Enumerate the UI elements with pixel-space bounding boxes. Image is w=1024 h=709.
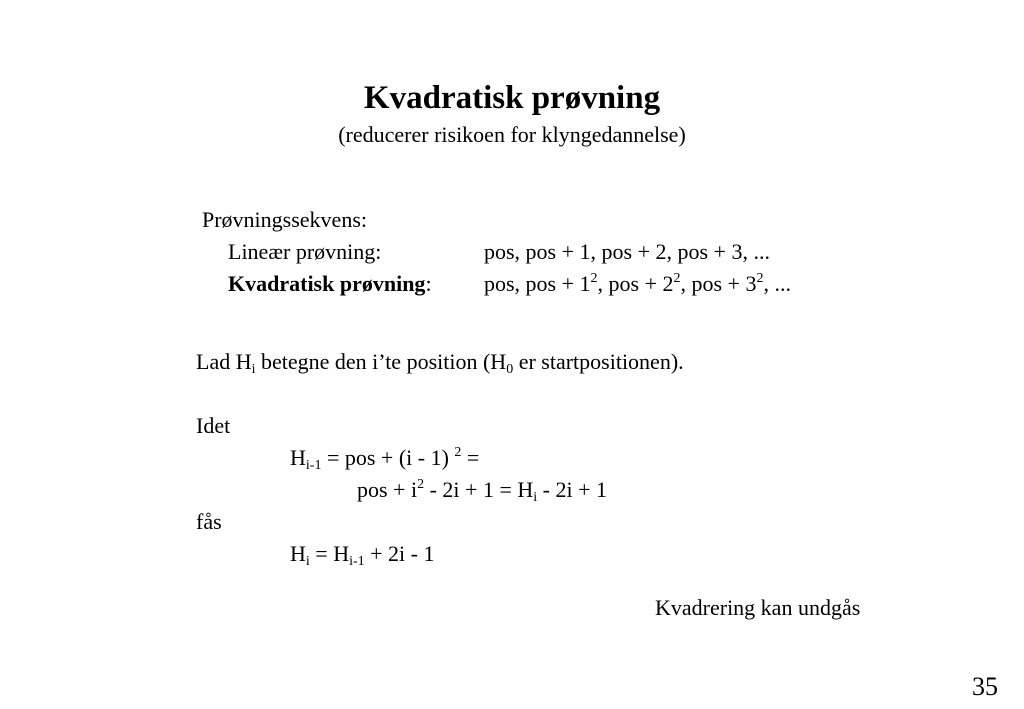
- quadratic-probing-label: [228, 270, 432, 298]
- quad-seq-part: , ...: [763, 271, 791, 296]
- faas-label: fås: [196, 509, 222, 534]
- equation-subscript: i-1: [349, 554, 365, 569]
- equation-text: = pos + (i - 1): [321, 445, 455, 470]
- quadratic-probing-label-colon: :: [425, 271, 432, 296]
- equation-subscript: i: [305, 554, 310, 569]
- squaring-note: Kvadrering kan undgås: [655, 595, 861, 620]
- quad-seq-exponent: 2: [673, 271, 681, 286]
- definition-text: er startpositionen).: [513, 349, 684, 374]
- equation-text: = H: [309, 541, 350, 566]
- quad-seq-exponent: 2: [756, 271, 764, 286]
- slide-title: Kvadratisk prøvning: [363, 80, 661, 116]
- equation-text: - 2i + 1 = H: [424, 477, 534, 502]
- quadratic-probing-sequence: [484, 270, 791, 298]
- quad-seq-part: pos, pos + 1: [484, 271, 591, 296]
- quadratic-probing-label-text: Kvadratisk prøvning: [228, 271, 426, 296]
- definition-text: betegne den i’te position (H: [255, 349, 507, 374]
- definition-text: Lad H: [196, 349, 252, 374]
- definition-subscript: 0: [506, 362, 514, 377]
- equation-exponent: 2: [454, 445, 462, 460]
- page-number: 35: [972, 672, 998, 701]
- equation-exponent: 2: [417, 477, 425, 492]
- equation-text: H: [290, 541, 306, 566]
- equation-1: [290, 444, 479, 472]
- position-definition: [196, 348, 684, 376]
- definition-subscript: i: [251, 362, 256, 377]
- equation-text: =: [461, 445, 480, 470]
- equation-subscript: i: [533, 490, 538, 505]
- equation-text: H: [290, 445, 306, 470]
- equation-text: - 2i + 1: [537, 477, 607, 502]
- linear-probing-sequence: pos, pos + 1, pos + 2, pos + 3, ...: [484, 239, 770, 264]
- probe-sequence-heading: Prøvningssekvens:: [202, 207, 367, 232]
- quad-seq-part: , pos + 3: [680, 271, 757, 296]
- linear-probing-label: Lineær prøvning:: [228, 239, 382, 264]
- idet-label: Idet: [196, 413, 231, 438]
- quad-seq-part: , pos + 2: [597, 271, 674, 296]
- equation-text: + 2i - 1: [364, 541, 435, 566]
- equation-3: [290, 540, 435, 568]
- equation-2: [357, 476, 607, 504]
- quad-seq-exponent: 2: [590, 271, 598, 286]
- slide-subtitle: (reducerer risikoen for klyngedannelse): [338, 122, 686, 147]
- equation-text: pos + i: [357, 477, 418, 502]
- equation-subscript: i-1: [305, 458, 322, 473]
